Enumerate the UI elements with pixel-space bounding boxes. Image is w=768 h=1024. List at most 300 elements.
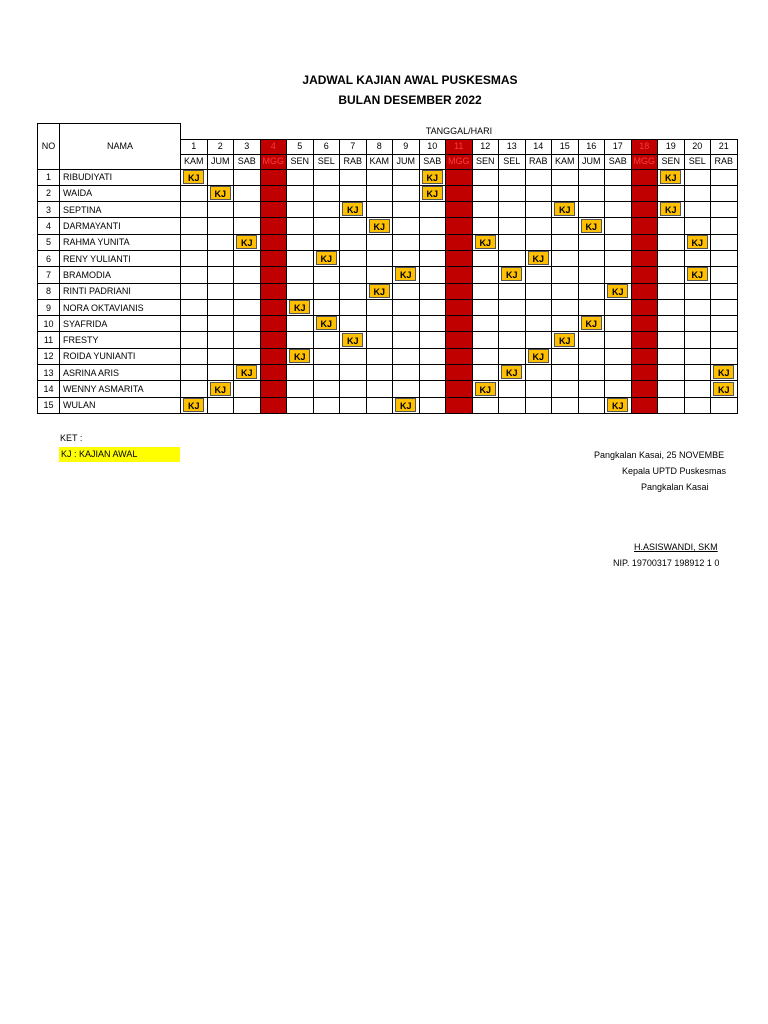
- schedule-cell: [472, 169, 499, 185]
- schedule-cell: [525, 218, 552, 234]
- sunday-cell: [446, 381, 473, 397]
- schedule-cell: [340, 348, 367, 364]
- schedule-cell: [472, 202, 499, 218]
- schedule-cell: [287, 299, 314, 315]
- schedule-cell: [525, 283, 552, 299]
- schedule-cell: [552, 283, 579, 299]
- sunday-cell: [260, 185, 287, 201]
- schedule-cell: [207, 316, 234, 332]
- schedule-cell: [207, 283, 234, 299]
- schedule-cell: [340, 365, 367, 381]
- sunday-cell: [260, 283, 287, 299]
- kj-badge: KJ: [475, 235, 496, 249]
- schedule-cell: [234, 185, 261, 201]
- kj-badge: KJ: [713, 365, 734, 379]
- schedule-cell: [578, 234, 605, 250]
- schedule-cell: [419, 250, 446, 266]
- schedule-cell: [472, 365, 499, 381]
- schedule-cell: [234, 397, 261, 413]
- date-header: 13: [499, 139, 526, 154]
- schedule-cell: [393, 381, 420, 397]
- schedule-cell: [287, 169, 314, 185]
- schedule-cell: [605, 202, 632, 218]
- schedule-cell: [499, 348, 526, 364]
- schedule-cell: [658, 381, 685, 397]
- kj-badge: KJ: [501, 267, 522, 281]
- schedule-cell: [499, 397, 526, 413]
- schedule-cell: [340, 267, 367, 283]
- document-subtitle: BULAN DESEMBER 2022: [338, 93, 482, 107]
- schedule-cell: [525, 316, 552, 332]
- sunday-cell: [260, 397, 287, 413]
- schedule-cell: [578, 397, 605, 413]
- schedule-cell: [366, 332, 393, 348]
- kj-badge: KJ: [422, 186, 443, 200]
- kj-badge: KJ: [183, 398, 204, 412]
- schedule-cell: [393, 185, 420, 201]
- schedule-cell: [684, 169, 711, 185]
- schedule-cell: [207, 365, 234, 381]
- schedule-cell: [684, 348, 711, 364]
- schedule-cell: [499, 185, 526, 201]
- sunday-cell: [446, 169, 473, 185]
- row-number: 3: [38, 202, 60, 218]
- schedule-cell: [234, 348, 261, 364]
- schedule-cell: [340, 234, 367, 250]
- day-header: SEN: [472, 154, 499, 169]
- schedule-cell: [684, 332, 711, 348]
- schedule-cell: [525, 397, 552, 413]
- sunday-cell: [446, 365, 473, 381]
- schedule-cell: [684, 234, 711, 250]
- table-row: [38, 348, 738, 364]
- kj-badge: KJ: [395, 267, 416, 281]
- schedule-cell: [499, 332, 526, 348]
- table-row: [38, 169, 738, 185]
- schedule-cell: [419, 169, 446, 185]
- schedule-cell: [366, 365, 393, 381]
- schedule-cell: [711, 218, 738, 234]
- day-header: RAB: [340, 154, 367, 169]
- kj-badge: KJ: [369, 219, 390, 233]
- schedule-cell: [313, 250, 340, 266]
- sunday-cell: [631, 397, 658, 413]
- schedule-cell: [499, 267, 526, 283]
- schedule-cell: [366, 250, 393, 266]
- schedule-cell: [234, 218, 261, 234]
- schedule-cell: [472, 397, 499, 413]
- table-row: [38, 332, 738, 348]
- schedule-cell: [658, 348, 685, 364]
- schedule-cell: [287, 218, 314, 234]
- sunday-cell: [446, 202, 473, 218]
- sunday-cell: [631, 218, 658, 234]
- schedule-cell: [234, 202, 261, 218]
- schedule-table: [37, 123, 738, 414]
- schedule-cell: [578, 283, 605, 299]
- row-name: DARMAYANTI: [60, 218, 181, 234]
- sunday-cell: [260, 316, 287, 332]
- schedule-cell: [525, 234, 552, 250]
- table-row: [38, 365, 738, 381]
- table-row: [38, 202, 738, 218]
- legend-kj: KJ : KAJIAN AWAL: [59, 447, 180, 462]
- schedule-cell: [181, 250, 208, 266]
- schedule-cell: [472, 316, 499, 332]
- date-header: 4: [260, 139, 287, 154]
- schedule-cell: [393, 397, 420, 413]
- schedule-cell: [658, 218, 685, 234]
- date-header: 1: [181, 139, 208, 154]
- table-row: [38, 316, 738, 332]
- day-header: JUM: [393, 154, 420, 169]
- schedule-cell: [578, 365, 605, 381]
- row-number: 13: [38, 365, 60, 381]
- header-tanggal: TANGGAL/HARI: [181, 124, 738, 140]
- schedule-cell: [207, 202, 234, 218]
- table-row: [38, 234, 738, 250]
- schedule-cell: [419, 332, 446, 348]
- schedule-cell: [340, 299, 367, 315]
- sunday-cell: [631, 234, 658, 250]
- schedule-cell: [711, 316, 738, 332]
- sunday-cell: [260, 169, 287, 185]
- row-name: RENY YULIANTI: [60, 250, 181, 266]
- sunday-cell: [446, 397, 473, 413]
- schedule-cell: [578, 169, 605, 185]
- schedule-cell: [711, 169, 738, 185]
- schedule-cell: [684, 250, 711, 266]
- schedule-cell: [658, 365, 685, 381]
- sunday-cell: [446, 218, 473, 234]
- schedule-cell: [605, 365, 632, 381]
- schedule-cell: [181, 283, 208, 299]
- kj-badge: KJ: [581, 316, 602, 330]
- schedule-cell: [684, 381, 711, 397]
- schedule-cell: [711, 234, 738, 250]
- schedule-cell: [684, 202, 711, 218]
- date-header: 19: [658, 139, 685, 154]
- schedule-cell: [605, 381, 632, 397]
- schedule-cell: [287, 267, 314, 283]
- schedule-cell: [605, 332, 632, 348]
- schedule-cell: [684, 365, 711, 381]
- schedule-cell: [313, 381, 340, 397]
- schedule-cell: [234, 381, 261, 397]
- schedule-cell: [552, 267, 579, 283]
- schedule-cell: [393, 202, 420, 218]
- schedule-cell: [578, 381, 605, 397]
- schedule-cell: [711, 283, 738, 299]
- sunday-cell: [631, 202, 658, 218]
- schedule-cell: [499, 218, 526, 234]
- schedule-cell: [393, 365, 420, 381]
- schedule-cell: [366, 202, 393, 218]
- schedule-cell: [234, 299, 261, 315]
- schedule-cell: [552, 316, 579, 332]
- day-header: MGG: [446, 154, 473, 169]
- schedule-cell: [658, 332, 685, 348]
- schedule-cell: [234, 234, 261, 250]
- sunday-cell: [260, 365, 287, 381]
- schedule-cell: [472, 299, 499, 315]
- schedule-cell: [313, 397, 340, 413]
- schedule-cell: [181, 348, 208, 364]
- schedule-cell: [181, 316, 208, 332]
- row-name: WAIDA: [60, 185, 181, 201]
- schedule-cell: [419, 202, 446, 218]
- schedule-cell: [605, 185, 632, 201]
- date-header: 7: [340, 139, 367, 154]
- row-name: WENNY ASMARITA: [60, 381, 181, 397]
- schedule-cell: [711, 348, 738, 364]
- schedule-cell: [419, 365, 446, 381]
- schedule-cell: [313, 283, 340, 299]
- schedule-cell: [499, 299, 526, 315]
- sunday-cell: [446, 332, 473, 348]
- day-header: SEL: [499, 154, 526, 169]
- schedule-cell: [658, 397, 685, 413]
- schedule-cell: [393, 316, 420, 332]
- schedule-cell: [287, 348, 314, 364]
- sunday-cell: [260, 218, 287, 234]
- schedule-cell: [234, 332, 261, 348]
- kj-badge: KJ: [713, 382, 734, 396]
- schedule-cell: [207, 348, 234, 364]
- sunday-cell: [446, 234, 473, 250]
- schedule-cell: [340, 332, 367, 348]
- schedule-cell: [525, 267, 552, 283]
- signature-nip: NIP. 19700317 198912 1 0: [613, 558, 720, 568]
- schedule-cell: [552, 202, 579, 218]
- schedule-cell: [313, 348, 340, 364]
- schedule-cell: [552, 218, 579, 234]
- date-header: 16: [578, 139, 605, 154]
- sunday-cell: [260, 332, 287, 348]
- schedule-cell: [525, 185, 552, 201]
- schedule-cell: [207, 234, 234, 250]
- kj-badge: KJ: [236, 235, 257, 249]
- schedule-cell: [525, 332, 552, 348]
- schedule-cell: [287, 365, 314, 381]
- schedule-cell: [340, 316, 367, 332]
- sunday-cell: [631, 267, 658, 283]
- schedule-cell: [287, 234, 314, 250]
- kj-badge: KJ: [607, 398, 628, 412]
- schedule-cell: [684, 218, 711, 234]
- day-header: KAM: [552, 154, 579, 169]
- schedule-cell: [605, 218, 632, 234]
- sunday-cell: [631, 316, 658, 332]
- schedule-cell: [393, 267, 420, 283]
- schedule-cell: [181, 381, 208, 397]
- signature-position: Kepala UPTD Puskesmas: [622, 466, 727, 476]
- schedule-cell: [472, 283, 499, 299]
- date-header: 17: [605, 139, 632, 154]
- date-header: 15: [552, 139, 579, 154]
- table-row: [38, 250, 738, 266]
- schedule-cell: [525, 299, 552, 315]
- row-name: RAHMA YUNITA: [60, 234, 181, 250]
- kj-badge: KJ: [210, 382, 231, 396]
- schedule-cell: [472, 234, 499, 250]
- kj-badge: KJ: [289, 300, 310, 314]
- signature-place-date: Pangkalan Kasai, 25 NOVEMBE: [594, 450, 725, 460]
- schedule-cell: [472, 267, 499, 283]
- schedule-cell: [711, 185, 738, 201]
- schedule-cell: [419, 299, 446, 315]
- schedule-cell: [578, 332, 605, 348]
- row-number: 2: [38, 185, 60, 201]
- kj-badge: KJ: [528, 349, 549, 363]
- day-header: SEL: [684, 154, 711, 169]
- schedule-cell: [181, 267, 208, 283]
- row-number: 8: [38, 283, 60, 299]
- date-header: 18: [631, 139, 658, 154]
- schedule-cell: [234, 267, 261, 283]
- schedule-cell: [472, 218, 499, 234]
- schedule-cell: [419, 348, 446, 364]
- row-name: RINTI PADRIANI: [60, 283, 181, 299]
- schedule-cell: [393, 332, 420, 348]
- schedule-cell: [472, 185, 499, 201]
- schedule-cell: [605, 348, 632, 364]
- schedule-cell: [711, 332, 738, 348]
- date-header: 14: [525, 139, 552, 154]
- schedule-cell: [181, 332, 208, 348]
- header-row: [38, 124, 738, 140]
- schedule-cell: [552, 332, 579, 348]
- schedule-cell: [366, 234, 393, 250]
- kj-badge: KJ: [528, 251, 549, 265]
- row-number: 14: [38, 381, 60, 397]
- schedule-cell: [313, 185, 340, 201]
- date-header: 8: [366, 139, 393, 154]
- sunday-cell: [260, 381, 287, 397]
- row-number: 7: [38, 267, 60, 283]
- schedule-cell: [499, 250, 526, 266]
- schedule-cell: [313, 332, 340, 348]
- table-row: [38, 381, 738, 397]
- schedule-cell: [684, 397, 711, 413]
- day-header: SAB: [605, 154, 632, 169]
- sunday-cell: [260, 299, 287, 315]
- schedule-cell: [419, 185, 446, 201]
- schedule-cell: [287, 202, 314, 218]
- schedule-cell: [419, 316, 446, 332]
- schedule-cell: [419, 381, 446, 397]
- schedule-cell: [393, 234, 420, 250]
- sunday-cell: [260, 250, 287, 266]
- kj-badge: KJ: [422, 170, 443, 184]
- day-header: KAM: [366, 154, 393, 169]
- schedule-cell: [181, 397, 208, 413]
- sunday-cell: [446, 316, 473, 332]
- schedule-cell: [340, 202, 367, 218]
- schedule-cell: [419, 267, 446, 283]
- schedule-cell: [366, 381, 393, 397]
- schedule-cell: [419, 218, 446, 234]
- schedule-cell: [313, 299, 340, 315]
- schedule-cell: [313, 202, 340, 218]
- schedule-cell: [684, 299, 711, 315]
- document-title: JADWAL KAJIAN AWAL PUSKESMAS: [302, 73, 518, 87]
- schedule-cell: [711, 202, 738, 218]
- sunday-cell: [446, 185, 473, 201]
- schedule-cell: [340, 250, 367, 266]
- day-header: MGG: [631, 154, 658, 169]
- schedule-cell: [552, 299, 579, 315]
- kj-badge: KJ: [342, 333, 363, 347]
- schedule-cell: [207, 381, 234, 397]
- schedule-cell: [499, 365, 526, 381]
- schedule-cell: [287, 332, 314, 348]
- sunday-cell: [446, 348, 473, 364]
- row-number: 12: [38, 348, 60, 364]
- schedule-cell: [393, 283, 420, 299]
- day-header: JUM: [578, 154, 605, 169]
- day-header: SAB: [234, 154, 261, 169]
- kj-badge: KJ: [342, 202, 363, 216]
- row-name: FRESTY: [60, 332, 181, 348]
- row-number: 11: [38, 332, 60, 348]
- schedule-cell: [366, 348, 393, 364]
- sunday-cell: [260, 234, 287, 250]
- row-number: 9: [38, 299, 60, 315]
- table-row: [38, 218, 738, 234]
- sunday-cell: [631, 283, 658, 299]
- kj-badge: KJ: [501, 365, 522, 379]
- schedule-cell: [472, 381, 499, 397]
- schedule-cell: [552, 365, 579, 381]
- signature-office: Pangkalan Kasai: [641, 482, 709, 492]
- schedule-cell: [393, 348, 420, 364]
- date-header: 11: [446, 139, 473, 154]
- sunday-cell: [446, 299, 473, 315]
- schedule-cell: [313, 218, 340, 234]
- schedule-cell: [207, 267, 234, 283]
- sunday-cell: [631, 299, 658, 315]
- date-header: 12: [472, 139, 499, 154]
- schedule-cell: [234, 365, 261, 381]
- kj-badge: KJ: [316, 316, 337, 330]
- row-name: WULAN: [60, 397, 181, 413]
- kj-badge: KJ: [183, 170, 204, 184]
- date-header: 10: [419, 139, 446, 154]
- schedule-cell: [181, 202, 208, 218]
- schedule-cell: [552, 348, 579, 364]
- schedule-cell: [658, 299, 685, 315]
- schedule-cell: [658, 250, 685, 266]
- sunday-cell: [260, 202, 287, 218]
- day-header: RAB: [525, 154, 552, 169]
- sunday-cell: [446, 250, 473, 266]
- sunday-cell: [260, 267, 287, 283]
- sunday-cell: [631, 250, 658, 266]
- schedule-cell: [234, 250, 261, 266]
- header-nama: NAMA: [60, 124, 181, 170]
- schedule-cell: [207, 299, 234, 315]
- schedule-cell: [393, 299, 420, 315]
- kj-badge: KJ: [687, 267, 708, 281]
- schedule-cell: [340, 169, 367, 185]
- kj-badge: KJ: [395, 398, 416, 412]
- schedule-cell: [578, 348, 605, 364]
- schedule-cell: [684, 267, 711, 283]
- schedule-cell: [605, 299, 632, 315]
- schedule-cell: [393, 218, 420, 234]
- date-header: 6: [313, 139, 340, 154]
